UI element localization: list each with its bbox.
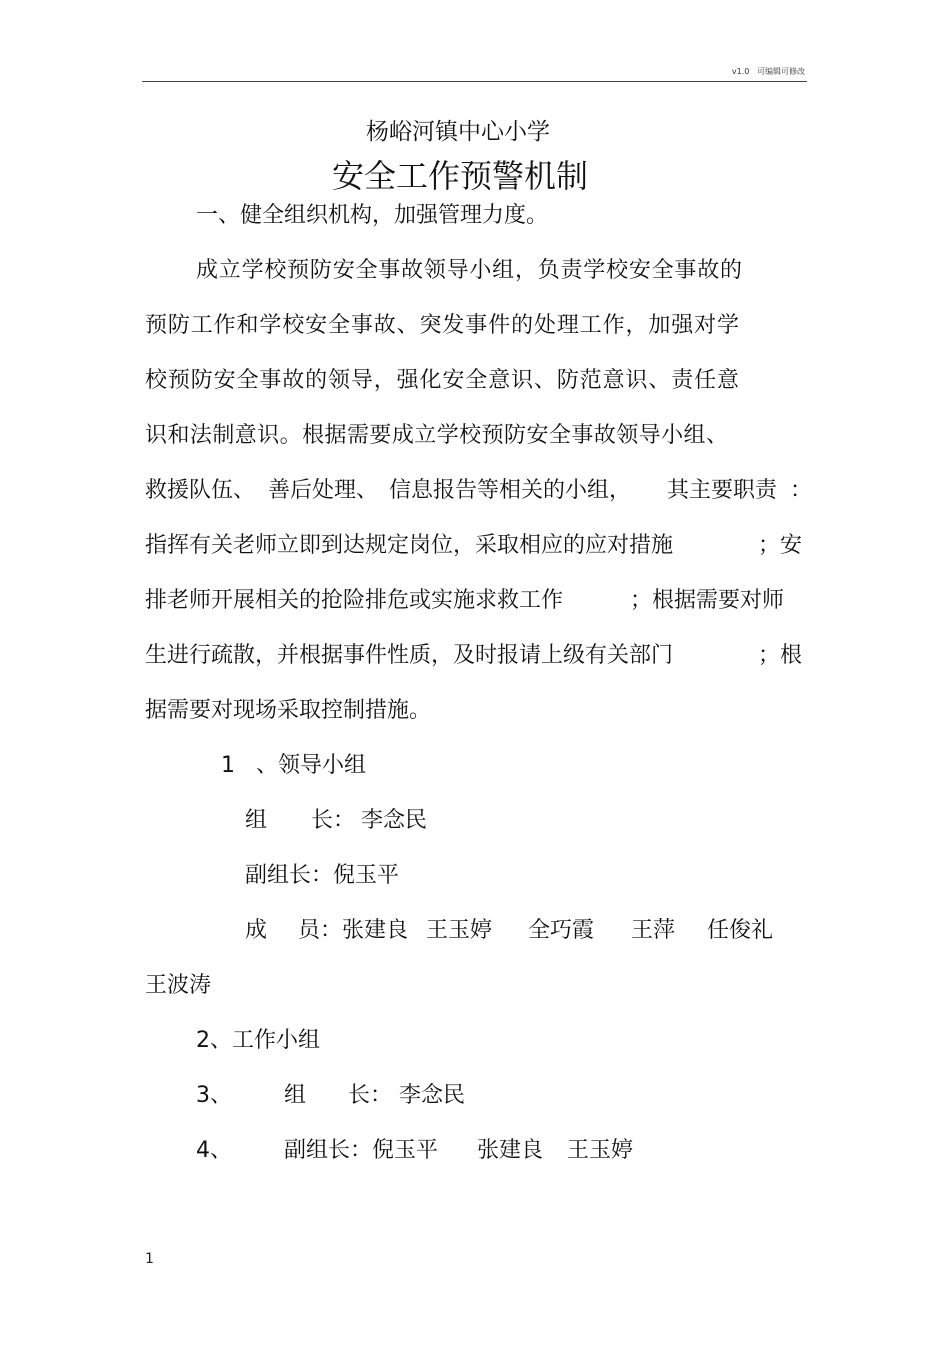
paragraph-line-3: 校预防安全事故的领导，强化安全意识、防范意识、责任意 bbox=[145, 368, 739, 393]
line6-part-b: ；安 bbox=[758, 533, 803, 558]
header-divider bbox=[142, 81, 807, 82]
paragraph-line-4: 识和法制意识。根据需要成立学校预防安全事故领导小组、 bbox=[145, 423, 728, 448]
item4-text: 副组长：倪玉平 bbox=[284, 1138, 439, 1163]
group1-number: 1 bbox=[221, 753, 235, 778]
line5-part-e: ： bbox=[790, 478, 813, 503]
group1-member: 任俊礼 bbox=[707, 918, 774, 943]
item4-name: 王玉婷 bbox=[567, 1138, 634, 1163]
line5-part-d: 其主要职责 bbox=[667, 478, 778, 503]
item3-label-a: 组 bbox=[284, 1083, 307, 1108]
group1-members-overflow: 王波涛 bbox=[145, 973, 212, 998]
item3-label-b: 长： bbox=[348, 1083, 393, 1108]
line5-part-a: 救援队伍、 bbox=[145, 478, 256, 503]
paragraph-line-1: 成立学校预防安全事故领导小组，负责学校安全事故的 bbox=[196, 258, 742, 283]
item4-name: 张建良 bbox=[477, 1138, 544, 1163]
group1-leader-label-b: 长： bbox=[311, 808, 356, 833]
line8-part-a: 生进行疏散，并根据事件性质，及时报请上级有关部门 bbox=[145, 643, 674, 668]
group1-label: 、领导小组 bbox=[256, 753, 367, 778]
line6-part-a: 指挥有关老师立即到达规定岗位，采取相应的应对措施 bbox=[145, 533, 674, 558]
line7-part-a: 排老师开展相关的抢险排危或实施求救工作 bbox=[145, 588, 564, 613]
header-version-note bbox=[732, 66, 805, 77]
header-version: v1.0 bbox=[731, 67, 750, 76]
school-name: 杨峪河镇中心小学 bbox=[366, 119, 550, 145]
line5-part-b: 善后处理、 bbox=[268, 478, 379, 503]
paragraph-line-9: 据需要对现场采取控制措施。 bbox=[145, 698, 432, 723]
line5-part-c: 信息报告等相关的小组， bbox=[389, 478, 632, 503]
section-heading: 一、健全组织机构，加强管理力度。 bbox=[196, 203, 549, 228]
header-note: 可编辑可修改 bbox=[757, 67, 805, 76]
paragraph-line-2: 预防工作和学校安全事故、突发事件的处理工作，加强对学 bbox=[145, 313, 739, 338]
item3-name: 李念民 bbox=[399, 1083, 466, 1108]
group1-member: 王玉婷 bbox=[426, 918, 493, 943]
document-title: 安全工作预警机制 bbox=[331, 157, 588, 195]
page-number: 1 bbox=[145, 1251, 154, 1267]
group1-leader-name: 李念民 bbox=[361, 808, 428, 833]
group1-deputy: 副组长：倪玉平 bbox=[245, 863, 400, 888]
group2-heading: 2、工作小组 bbox=[196, 1028, 320, 1053]
line8-part-b: ；根 bbox=[758, 643, 803, 668]
group1-members-label-b: 员：张建良 bbox=[298, 918, 409, 943]
line7-part-b: ；根据需要对师 bbox=[630, 588, 785, 613]
item4-number: 4、 bbox=[196, 1138, 232, 1163]
group1-members-label-a: 成 bbox=[245, 918, 268, 943]
group1-member: 全巧霞 bbox=[528, 918, 595, 943]
item3-number: 3、 bbox=[196, 1083, 232, 1108]
group1-member: 王萍 bbox=[631, 918, 676, 943]
group1-leader-label-a: 组 bbox=[245, 808, 268, 833]
